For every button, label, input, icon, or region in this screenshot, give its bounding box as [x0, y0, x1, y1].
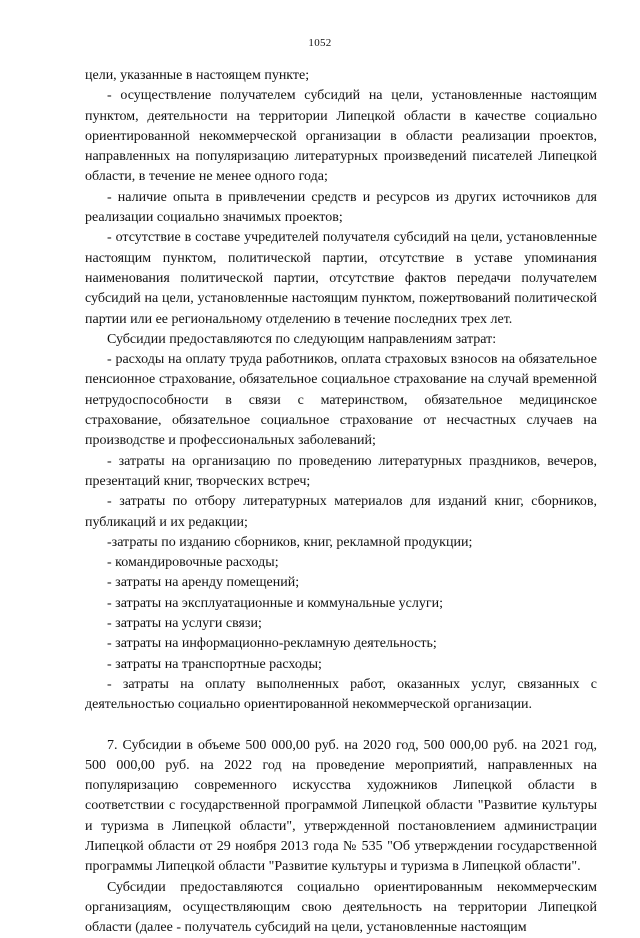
- paragraph: - командировочные расходы;: [107, 555, 279, 571]
- paragraph: - затраты на организацию по проведению литературных праздников, вечеров, презентаций книг, творческих встреч;: [85, 453, 597, 489]
- paragraph: Субсидии предоставляются социально ориентированным некоммерческим организациям, осуществляющим свою деятельность на территории Липецкой области (далее - получатель субсидий на цели, установленные настоящим: [85, 879, 597, 936]
- paragraph: - затраты на эксплуатационные и коммунальные услуги;: [107, 595, 443, 611]
- paragraph: - расходы на оплату труда работников, оплата страховых взносов на обязательное пенсионное страхование, обязательное социальное страхование на случай временной нетрудоспособности в связи с материнством, обязательное медицинское страхование, обязательное социальное страхование от несчастных случаев на производстве и профессиональных заболеваний;: [85, 352, 597, 449]
- document-body: [85, 66, 597, 938]
- paragraph: - отсутствие в составе учредителей получателя субсидий на цели, установленные настоящим пунктом, политической партии, отсутствие в уставе упоминания наименования политической партии, отсутствие фактов передачи получателем субсидий на цели, установленные настоящим пунктом, пожертвований политической партии или ее региональному отделению в течение последних трех лет.: [85, 230, 597, 327]
- paragraph: - затраты на услуги связи;: [107, 616, 262, 632]
- paragraph: - затраты по отбору литературных материалов для изданий книг, сборников, публикаций и их редакции;: [85, 494, 597, 530]
- paragraph: - затраты на аренду помещений;: [107, 575, 300, 591]
- paragraph: - наличие опыта в привлечении средств и ресурсов из других источников для реализации социально значимых проектов;: [85, 189, 597, 226]
- paragraph: - затраты на транспортные расходы;: [107, 656, 322, 672]
- paragraph: Субсидии предоставляются по следующим направлениям затрат:: [107, 331, 497, 347]
- paragraph: - затраты на информационно-рекламную деятельность;: [107, 636, 437, 652]
- paragraph: цели, указанные в настоящем пункте;: [85, 68, 310, 83]
- paragraph: - затраты на оплату выполненных работ, оказанных услуг, связанных с деятельностью социально ориентированной некоммерческой организации.: [85, 676, 597, 713]
- paragraph: -затраты по изданию сборников, книг, рекламной продукции;: [107, 534, 473, 550]
- paragraph: - осуществление получателем субсидий на цели, установленные настоящим пунктом, деятельности на территории Липецкой области в качестве социально ориентированной некоммерческой организации в области реализации проектов, направленных на популяризацию литературных произведений писателей Липецкой области, в течение не менее одного года;: [85, 88, 597, 185]
- page-number: 1052: [308, 37, 332, 49]
- paragraph: 7. Субсидии в объеме 500 000,00 руб. на 2020 год, 500 000,00 руб. на 2021 год, 500 000,00 руб. на 2022 год на проведение мероприятий, направленных на популяризацию современного искусства художников Липецкой области в соответствии с государственной программой Липецкой области "Развитие культуры и туризма в Липецкой области", утвержденной постановлением администрации Липецкой области от 29 ноября 2013 года № 535 "Об утверждении государственной программы Липецкой области "Развитие культуры и туризма в Липецкой области".: [85, 737, 597, 875]
